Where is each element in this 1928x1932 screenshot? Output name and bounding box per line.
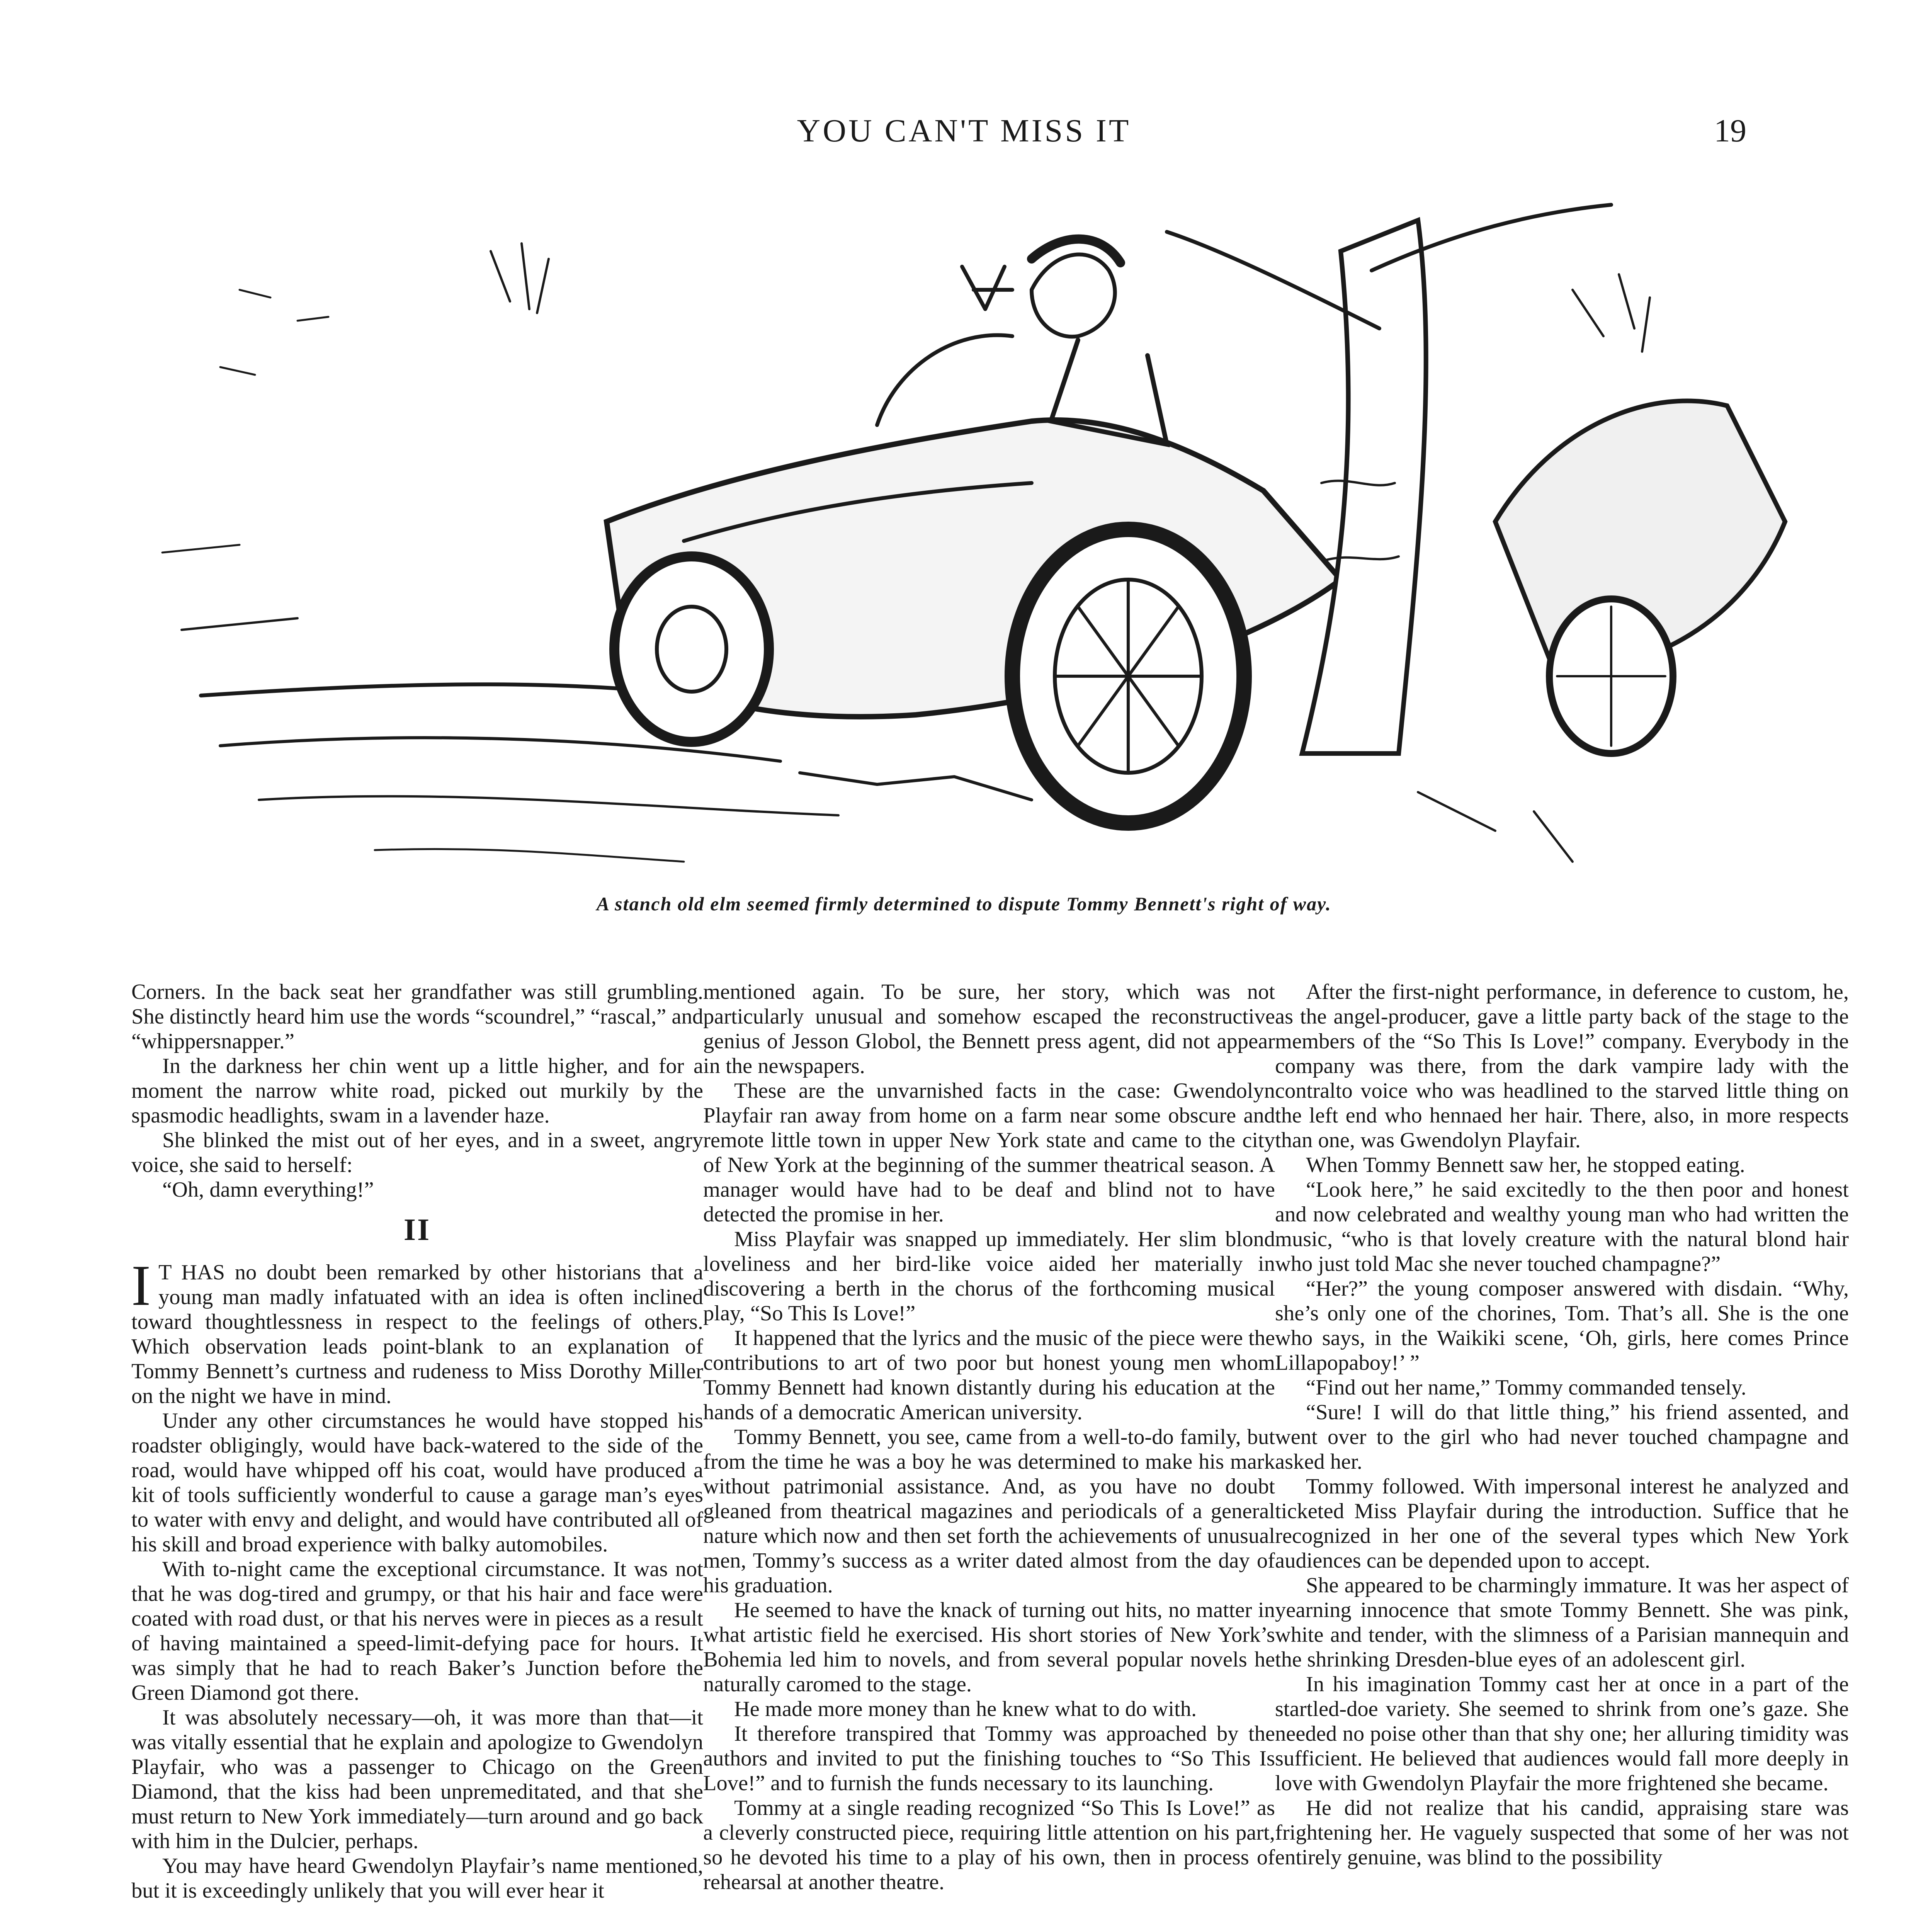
paragraph: She appeared to be charmingly immature. It was her aspect of yearning innocence that smote Tommy Bennett. She was pink, white and tender, with the slimness of a Parisian mannequin and the shrinking Dresden-blue eyes of an adolescent girl. xyxy=(1275,1573,1849,1672)
text-column-3 xyxy=(1275,980,1849,1932)
paragraph: Tommy at a single reading recognized “So This Is Love!” as a cleverly constructed piece, requiring little attention on his part, so he devoted his time to a play of his own, then in process of rehearsal at another theatre. xyxy=(703,1796,1275,1894)
paragraph: He made more money than he knew what to do with. xyxy=(734,1697,1197,1721)
paragraph-with-dropcap xyxy=(131,1253,703,1408)
paragraph: “Sure! I will do that little thing,” his friend assented, and went over to the girl who had never touched champagne and asked her. xyxy=(1275,1400,1849,1474)
paragraph: “Her?” the young composer answered with disdain. “Why, she’s only one of the chorines, Tom. That’s all. She is the one who says, in the Waikiki scene, ‘Oh, girls, here comes Prince Lillapopaboy!’ ” xyxy=(1275,1277,1849,1375)
page-number: 19 xyxy=(1714,113,1746,149)
paragraph: These are the unvarnished facts in the case: Gwendolyn Playfair ran away from home on a farm near some obscure and remote little town in upper New York state and came to the city of New York at the beginning of the summer theatrical season. A manager would have had to be deaf and blind not to have detected the promise in her. xyxy=(703,1079,1275,1226)
paragraph: It therefore transpired that Tommy was approached by the authors and invited to put the finishing touches to “So This Is Love!” and to furnish the funds necessary to its launching. xyxy=(703,1722,1275,1795)
paragraph: It was absolutely necessary—oh, it was more than that—it was vitally essential that he explain and apologize to Gwendolyn Playfair, who was a passenger to Chicago on the Green Diamond, that the kiss had been unpremeditated, and that she must return to New York immediately—turn around and go back with him in the Dulcier, perhaps. xyxy=(131,1706,703,1853)
section-heading: II xyxy=(403,1213,431,1247)
paragraph: You may have heard Gwendolyn Playfair’s name mentioned, but it is exceedingly unlikely that you will ever hear it xyxy=(131,1854,703,1903)
drop-cap: I xyxy=(131,1253,151,1318)
car-crash-drawing-icon xyxy=(143,174,1804,881)
page-header xyxy=(0,112,1928,166)
paragraph: Tommy followed. With impersonal interest he analyzed and ticketed Miss Playfair during the introduction. Suffice that he recognized in her one of the several types which New York audiences can be depended upon to accept. xyxy=(1275,1475,1849,1573)
paragraph: Miss Playfair was snapped up immediately. Her slim blond loveliness and her bird-like voice aided her materially in discovering a berth in the chorus of the forthcoming musical play, “So This Is Love!” xyxy=(703,1227,1275,1325)
paragraph: After the first-night performance, in deference to custom, he, as the angel-producer, gave a little party back of the stage to the members of the “So This Is Love!” company. Everybody in the company was there, from the dark vampire lady with the contralto voice who was headlined to the starved little thing on the left end who hennaed her hair. There, also, in more respects than one, was Gwendolyn Playfair. xyxy=(1275,980,1849,1152)
paragraph: With to-night came the exceptional circumstance. It was not that he was dog-tired and grumpy, or that his hair and face were coated with road dust, or that his nerves were in pieces as a result of having maintained a speed-limit-defying pace for hours. It was simply that he had to reach Baker’s Junction before the Green Diamond got there. xyxy=(131,1557,703,1705)
text-column-2 xyxy=(703,980,1275,1932)
paragraph: Corners. In the back seat her grandfather was still grumbling. She distinctly heard him use the words “scoundrel,” “rascal,” and “whippersnapper.” xyxy=(131,980,703,1053)
paragraph: He seemed to have the knack of turning out hits, no matter in what artistic field he exercised. His short stories of New York’s Bohemia led him to novels, and from several popular novels he naturally caromed to the stage. xyxy=(703,1598,1275,1696)
paragraph: It happened that the lyrics and the music of the piece were the contributions to art of two poor but honest young men whom Tommy Bennett had known distantly during his education at the hands of a democratic American university. xyxy=(703,1326,1275,1424)
text-column-1 xyxy=(131,980,703,1932)
paragraph: Tommy Bennett, you see, came from a well-to-do family, but from the time he was a boy he was determined to make his mark without patrimonial assistance. And, as you have no doubt gleaned from theatrical magazines and periodicals of a general nature which now and then set forth the achievements of unusual men, Tommy’s success as a writer dated almost from the day of his graduation. xyxy=(703,1425,1275,1597)
paragraph: mentioned again. To be sure, her story, which was not particularly unusual and somehow escaped the reconstructive genius of Jesson Globol, the Bennett press agent, did not appear in the newspapers. xyxy=(703,980,1275,1078)
paragraph-text: T HAS no doubt been remarked by other historians that a young man madly infatuated with an idea is often inclined toward thoughtlessness in respect to the feelings of others. Which observation leads point-blank to an explanation of Tommy Bennett’s curtness and rudeness to Miss Dorothy Miller on the night we have in mind. xyxy=(131,1260,703,1408)
paragraph: “Find out her name,” Tommy commanded tensely. xyxy=(1306,1376,1746,1400)
illustration-caption: A stanch old elm seemed firmly determined to dispute Tommy Bennett's right of way. xyxy=(597,893,1331,915)
illustration xyxy=(143,174,1804,881)
paragraph: When Tommy Bennett saw her, he stopped eating. xyxy=(1306,1153,1745,1177)
paragraph: In his imagination Tommy cast her at once in a part of the startled-doe variety. She seemed to shrink from one’s gaze. She needed no poise other than that shy one; her alluring timidity was sufficient. He believed that audiences would fall more deeply in love with Gwendolyn Playfair the more frightened she became. xyxy=(1275,1672,1849,1795)
paragraph: He did not realize that his candid, appraising stare was frightening her. He vaguely suspected that some of her was not entirely genuine, was blind to the possibility xyxy=(1275,1796,1849,1869)
paragraph: “Look here,” he said excitedly to the then poor and honest and now celebrated and wealthy young man who had written the music, “who is that lovely creature with the natural blond hair who just told Mac she never touched champagne?” xyxy=(1275,1178,1849,1276)
paragraph: She blinked the mist out of her eyes, and in a sweet, angry voice, she said to herself: xyxy=(131,1128,703,1177)
running-title: YOU CAN'T MISS IT xyxy=(797,113,1131,149)
paragraph: “Oh, damn everything!” xyxy=(162,1178,374,1202)
paragraph: In the darkness her chin went up a little higher, and for a moment the narrow white road, picked out murkily by the spasmodic headlights, swam in a lavender haze. xyxy=(131,1054,703,1128)
paragraph: Under any other circumstances he would have stopped his roadster obligingly, would have back-watered to the side of the road, would have whipped off his coat, would have produced a kit of tools sufficiently wonderful to cause a garage man’s eyes to water with envy and delight, and would have contributed all of his skill and broad experience with balky automobiles. xyxy=(131,1409,703,1556)
